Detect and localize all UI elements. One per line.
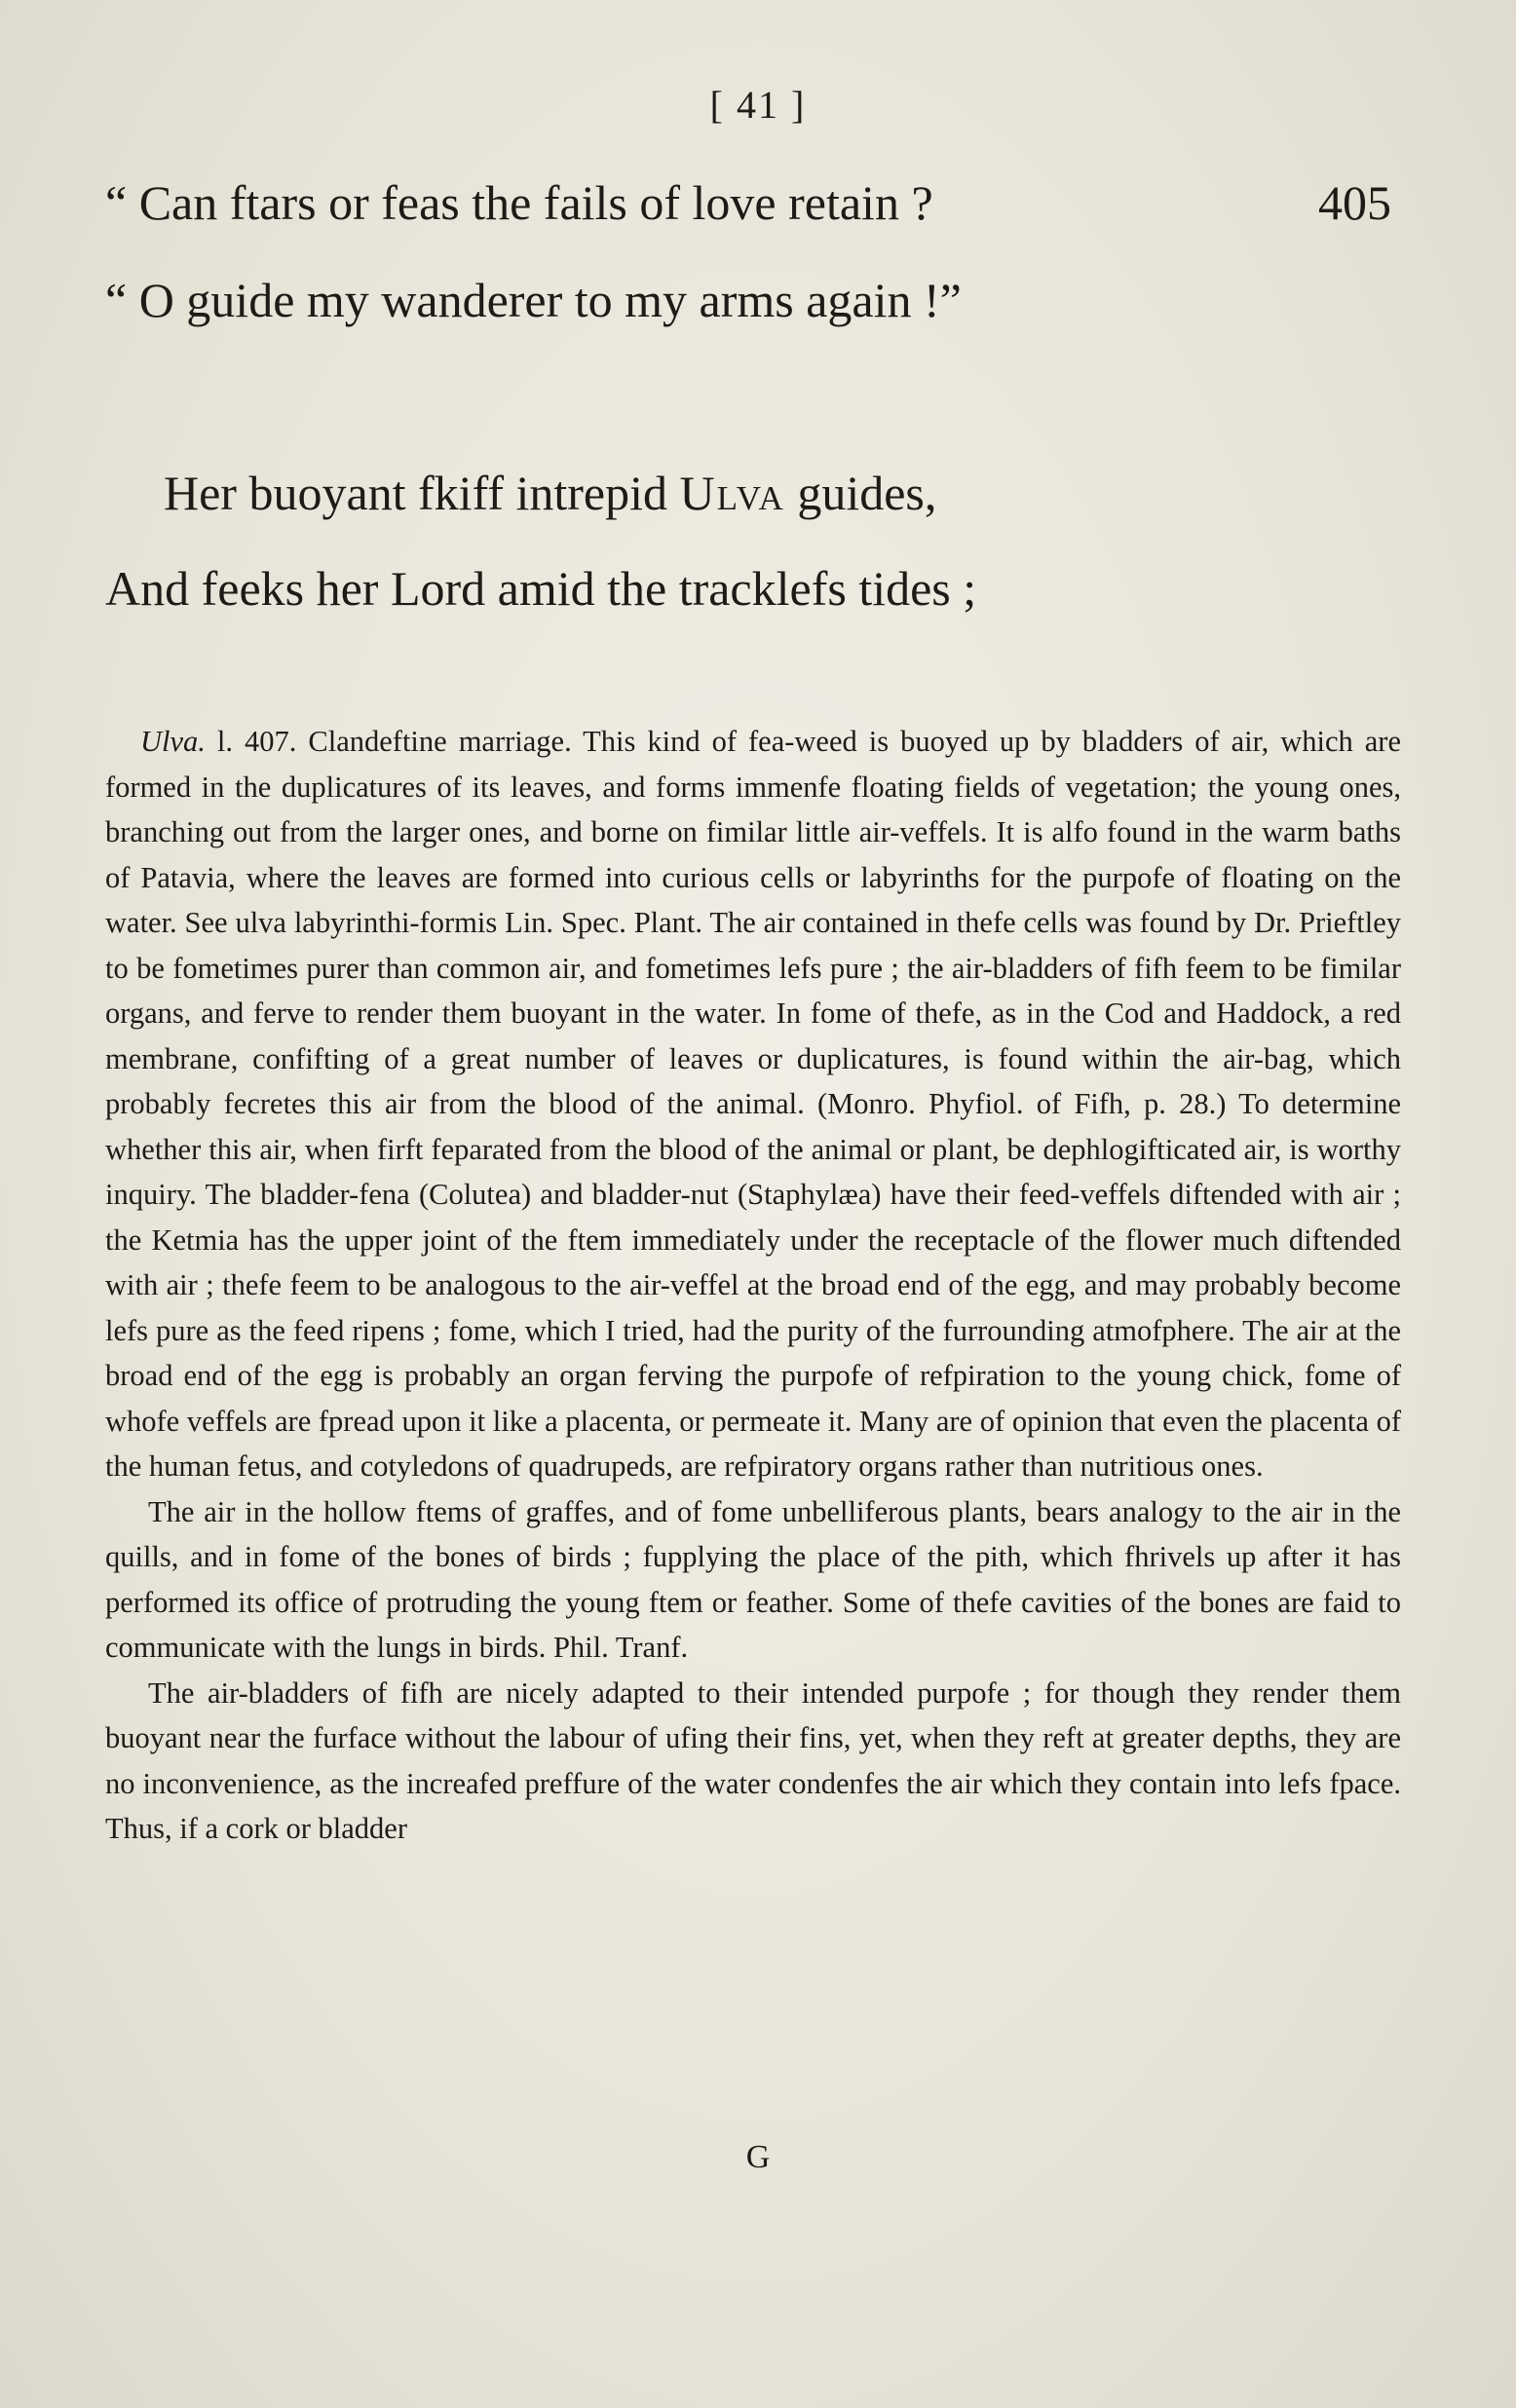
verse-line-2 [105, 271, 1391, 329]
verse-line-3-after: guides, [784, 466, 937, 520]
verse-line-1 [105, 173, 1391, 232]
verse-line-2-text: “ O guide my wanderer to my arms again !” [105, 273, 962, 327]
verse-line-4 [105, 559, 1391, 618]
footnote-reference: Ulva. [140, 725, 206, 758]
verse-line-3 [164, 464, 1450, 522]
verse-line-3-name: Ulva [679, 466, 785, 520]
footnote-paragraph-3: The air-bladders of fifh are nicely adapted to their intended purpofe ; for though they render them buoyant near the furface without the labour of ufing their fins, yet, when they reft at greater depths, they are no inconvenience, as the increafed preffure of the water condenfes the air which they contain into lefs fpace. Thus, if a cork or bladder [105, 1675, 1401, 1845]
footnote-paragraph-1-text: l. 407. Clandeftine marriage. This kind of fea-weed is buoyed up by bladders of air, which are formed in the duplicatures of its leaves, and forms immenfe floating fields of vegetation; the young ones, branching out from the larger ones, and borne on fimilar little air-veffels. It is alfo found in the warm baths of Patavia, where the leaves are formed into curious cells or labyrinths for the purpofe of floating on the water. See ulva labyrinthi-formis Lin. Spec. Plant. The air contained in thefe cells was found by Dr. Prieftley to be fometimes purer than common air, and fometimes lefs pure ; the air-bladders of fifh feem to be fimilar organs, and ferve to render them buoyant in the water. In fome of thefe, as in the Cod and Haddock, a red membrane, confifting of a great number of leaves or duplicatures, is found within the air-bag, which probably fecretes this air from the blood of the animal. (Monro. Phyfiol. of Fifh, p. 28.) To determine whether this air, when firft feparated from the blood of the animal or plant, be dephlogifticated air, is worthy inquiry. The bladder-fena (Colutea) and bladder-nut (Staphylæa) have their feed-veffels diftended with air ; the Ketmia has the upper joint of the ftem immediately under the receptacle of the flower much diftended with air ; thefe feem to be analogous to the air-veffel at the broad end of the egg, and may probably become lefs pure as the feed ripens ; fome, which I tried, had the purity of the furrounding atmofphere. The air at the broad end of the egg is probably an organ ferving the purpofe of refpiration to the young chick, fome of whofe veffels are fpread upon it like a placenta, or permeate it. Many are of opinion that even the placenta of the human fetus, and cotyledons of quadrupeds, are refpiratory organs rather than nutritious ones. [105, 725, 1401, 1483]
footnote-block [105, 719, 1401, 1852]
footnote-paragraph-1 [105, 719, 1401, 1489]
verse-line-3-before: Her buoyant fkiff intrepid [164, 466, 680, 520]
verse-line-4-text: And feeks her Lord amid the tracklefs tides ; [105, 561, 977, 616]
page-number-header: [ 41 ] [709, 83, 807, 127]
signature-mark: G [745, 2139, 771, 2175]
verse-line-1-text: “ Can ftars or feas the fails of love retain ? [105, 175, 933, 230]
verse-line-number: 405 [1318, 175, 1391, 230]
footnote-paragraph-2: The air in the hollow ftems of graffes, and of fome unbelliferous plants, bears analogy to the air in the quills, and in fome of the bones of birds ; fupplying the place of the pith, which fhrivels up after it has performed its office of protruding the young ftem or feather. Some of thefe cavities of the bones are faid to communicate with the lungs in birds. Phil. Tranf. [105, 1494, 1401, 1664]
